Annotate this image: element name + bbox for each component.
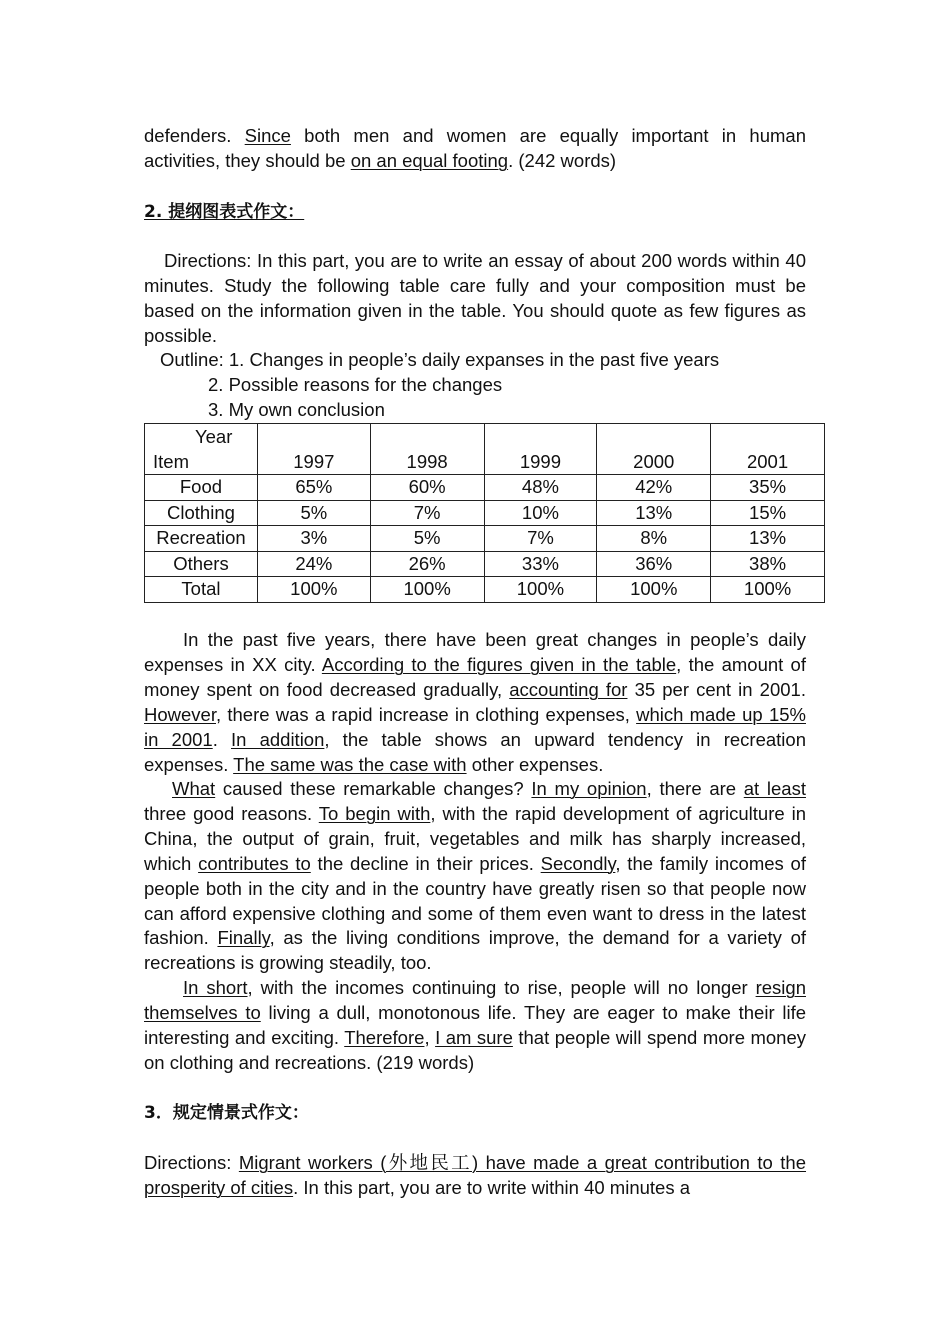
essay-paragraph-3 xyxy=(144,976,806,1076)
table-row xyxy=(145,551,825,577)
table-cell: 5% xyxy=(257,500,370,526)
section3-dir-label: Directions: xyxy=(144,1152,239,1173)
underlined-phrase: What xyxy=(172,778,216,799)
table-corner-cell xyxy=(145,424,258,475)
underlined-phrase: In short xyxy=(183,977,248,998)
underlined-phrase: which made up 15% in 2001 xyxy=(144,703,806,750)
table-cell: 7% xyxy=(370,500,484,526)
section2-heading: 2. 提纲图表式作文： xyxy=(144,202,305,222)
table-cell: 100% xyxy=(711,577,825,603)
underlined-phrase: Therefore xyxy=(344,1026,425,1048)
expenses-table xyxy=(144,423,825,603)
table-cell: 8% xyxy=(597,526,711,552)
essay-text: that people will spend more money on clothing and recreations. (219 words) xyxy=(144,1026,806,1073)
table-cell: 100% xyxy=(370,577,484,603)
table-cell: 33% xyxy=(484,551,597,577)
essay-paragraph-1 xyxy=(144,628,806,777)
essay-text: , with the incomes continuing to rise, people will no longer xyxy=(247,977,756,998)
table-cell: 60% xyxy=(370,475,484,501)
essay-text: three good reasons. xyxy=(144,802,319,824)
table-cell: 35% xyxy=(711,475,825,501)
underlined-phrase: However xyxy=(144,703,216,725)
table-cell: 7% xyxy=(484,526,597,552)
essay-text: living a dull, monotonous life. They are eager to make their life interesting and exciting. xyxy=(144,1001,807,1048)
table-cell: 100% xyxy=(597,577,711,603)
essay-text: , with the rapid development of agriculture in China, the output of grain, fruit, vegetables and milk has sharply increased, which xyxy=(144,802,806,874)
table-cell: 100% xyxy=(257,577,370,603)
year-header: 1999 xyxy=(484,424,597,475)
essay-text: , there was a rapid increase in clothing expenses, xyxy=(215,703,637,725)
table-cell: 13% xyxy=(597,500,711,526)
underlined-phrase: contributes to xyxy=(198,852,311,874)
essay-text: , the table shows an upward tendency in recreation expenses. xyxy=(144,728,806,775)
table-cell: 65% xyxy=(257,475,370,501)
outline-item-1: Outline: 1. Changes in people’s daily expanses in the past five years xyxy=(160,349,720,370)
outline-item-2: 2. Possible reasons for the changes xyxy=(208,374,503,395)
essay-text: , there are xyxy=(646,778,744,799)
table-cell: 38% xyxy=(711,551,825,577)
underlined-phrase: Secondly xyxy=(540,852,616,874)
table-cell: 15% xyxy=(711,500,825,526)
intro-text-b: both men and women are equally important in human activities, they should be xyxy=(144,125,806,171)
table-cell: 24% xyxy=(257,551,370,577)
intro-paragraph xyxy=(144,124,806,174)
year-header: 2001 xyxy=(711,424,825,475)
table-row xyxy=(145,500,825,526)
table-header-row xyxy=(145,424,825,475)
intro-text-a: defenders. xyxy=(144,125,245,146)
essay-text: In the past five years, there have been great changes in people’s daily expenses in XX city. xyxy=(144,629,806,675)
intro-since-phrase: Since xyxy=(244,125,291,146)
essay-text: caused these remarkable changes? xyxy=(215,778,532,799)
underlined-phrase: In my opinion xyxy=(531,778,647,799)
section3-heading: 3．规定情景式作文： xyxy=(144,1103,309,1123)
section3-directions xyxy=(144,1151,806,1201)
underlined-phrase: resign themselves to xyxy=(144,977,806,1023)
year-header: 1998 xyxy=(370,424,484,475)
year-header: 1997 xyxy=(257,424,370,475)
intro-text-c: . (242 words) xyxy=(508,149,617,171)
essay-paragraph-2 xyxy=(144,777,806,976)
underlined-phrase: accounting for xyxy=(509,678,628,700)
section3-dir-underlined: Migrant workers (外地民工) have made a great contribution to the prosperity of cities xyxy=(144,1152,807,1198)
underlined-phrase: Finally xyxy=(217,927,270,949)
table-row xyxy=(145,526,825,552)
table-cell: 42% xyxy=(597,475,711,501)
row-item-label: Food xyxy=(145,475,258,501)
section3-dir-rest: . In this part, you are to write within 40 minutes a xyxy=(293,1176,691,1198)
row-item-label: Clothing xyxy=(145,500,258,526)
essay-text: 35 per cent in 2001. xyxy=(627,678,806,700)
underlined-phrase: To begin with xyxy=(318,802,431,824)
outline-item-3: 3. My own conclusion xyxy=(208,399,385,420)
table-cell: 10% xyxy=(484,500,597,526)
underlined-phrase: at least xyxy=(743,778,806,799)
year-header: 2000 xyxy=(597,424,711,475)
table-cell: 3% xyxy=(257,526,370,552)
table-cell: 5% xyxy=(370,526,484,552)
table-cell: 13% xyxy=(711,526,825,552)
corner-year-label: Year xyxy=(195,426,233,447)
underlined-phrase: In addition xyxy=(231,728,325,750)
essay-text: , the family incomes of people both in the city and in the country have greatly risen so that people now can afford expensive clothing and some of them even want to dress in the latest fashion. xyxy=(144,852,806,949)
essay-text: , as the living conditions improve, the demand for a variety of recreations is growing steadily, too. xyxy=(144,927,807,974)
row-item-label: Others xyxy=(145,551,258,577)
essay-text: , xyxy=(424,1026,436,1048)
essay-text: , the amount of money spent on food decreased gradually, xyxy=(144,653,806,700)
essay-text: the decline in their prices. xyxy=(310,852,541,874)
table-cell: 36% xyxy=(597,551,711,577)
table-cell: 100% xyxy=(484,577,597,603)
row-item-label: Recreation xyxy=(145,526,258,552)
table-row xyxy=(145,577,825,603)
table-cell: 48% xyxy=(484,475,597,501)
section2-directions: Directions: In this part, you are to write an essay of about 200 words within 40 minutes. Study the following table care fully and your composition must be based on the information given in the table. You should quote as few figures as possible. xyxy=(144,250,806,346)
essay-text: . xyxy=(212,728,231,750)
underlined-phrase: I am sure xyxy=(435,1026,513,1048)
intro-footing-phrase: on an equal footing xyxy=(350,149,509,171)
table-cell: 26% xyxy=(370,551,484,577)
table-row xyxy=(145,475,825,501)
corner-item-label: Item xyxy=(153,451,189,472)
underlined-phrase: The same was the case with xyxy=(233,753,467,775)
underlined-phrase: According to the figures given in the table xyxy=(321,653,677,675)
row-item-label: Total xyxy=(145,577,258,603)
essay-text: other expenses. xyxy=(466,753,604,775)
